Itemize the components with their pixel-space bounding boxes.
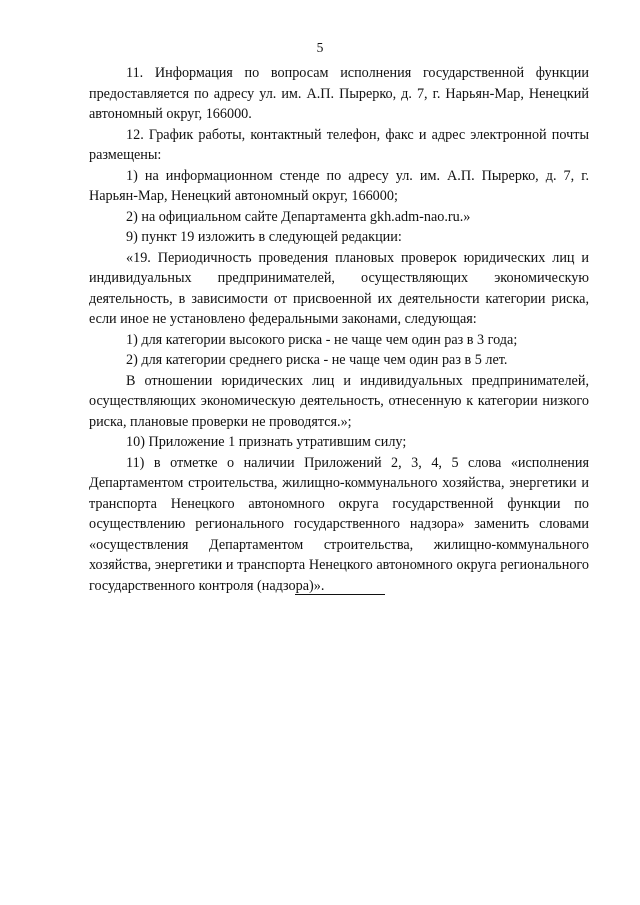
page-number: 5 <box>316 40 324 55</box>
paragraph-19-frequency: «19. Периодичность проведения плановых проверок юридических лиц и индивидуальных предпринимателей, осуществляющих экономическую деятельность, в зависимости от присвоенной их деятельности категории риска, если иное не установлено федеральными законами, следующая: <box>89 249 589 327</box>
paragraph-19-low-risk: В отношении юридических лиц и индивидуальных предпринимателей, осуществляющих экономическую деятельность, отнесенную к категории низкого риска, плановые проверки не проводятся.»; <box>89 372 589 430</box>
paragraph-11-info: 11. Информация по вопросам исполнения государственной функции предоставляется по адресу ул. им. А.П. Пырерко, д. 7, г. Нарьян-Мар, Ненецкий автономный округ, 166000. <box>89 65 589 122</box>
paragraph-19-item-2: 2) для категории среднего риска - не чаще чем один раз в 5 лет. <box>126 352 508 368</box>
paragraph-12-item-2: 2) на официальном сайте Департамента gkh.adm-nao.ru.» <box>126 208 471 225</box>
paragraph-amendment-11: 11) в отметке о наличии Приложений 2, 3, 4, 5 слова «исполнения Департаментом строительства, жилищно-коммунального хозяйства, энергетики и транспорта Ненецкого автономного округа государственной функции по осуществлению регионального государственного надзора» заменить словами «осуществления Департаментом строительства, жилищно-коммунального хозяйства, энергетики и транспорта Ненецкого автономного округа регионального государственного контроля (надзора)». <box>89 454 589 594</box>
paragraph-amendment-10: 10) Приложение 1 признать утратившим силу; <box>126 434 407 450</box>
paragraph-12-schedule: 12. График работы, контактный телефон, факс и адрес электронной почты размещены: <box>89 126 589 163</box>
paragraph-amendment-9: 9) пункт 19 изложить в следующей редакции: <box>126 229 402 245</box>
document-body <box>89 63 589 596</box>
paragraph-19-item-1: 1) для категории высокого риска - не чаще чем один раз в 3 года; <box>126 331 518 348</box>
paragraph-12-item-1: 1) на информационном стенде по адресу ул. им. А.П. Пырерко, д. 7, г. Нарьян-Мар, Ненецкий автономный округ, 166000; <box>89 167 589 204</box>
closing-rule-divider <box>295 594 385 595</box>
